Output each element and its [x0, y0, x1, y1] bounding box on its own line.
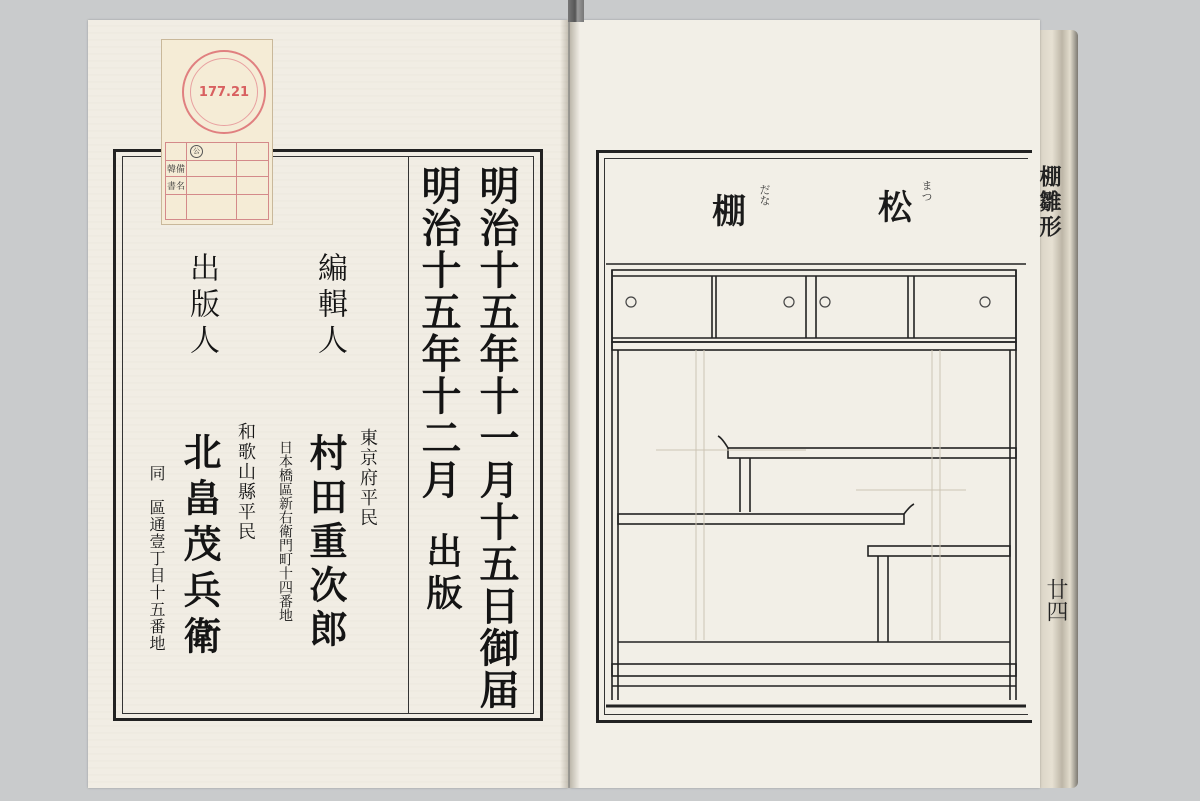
- editor-name: 村田重次郎: [303, 433, 348, 653]
- shelf-lines: [606, 264, 1026, 706]
- book-spine-top: [568, 0, 584, 22]
- drawer-handles: [626, 297, 990, 307]
- editor-role: 編輯人: [312, 252, 347, 360]
- publish-label: 出版: [421, 532, 463, 616]
- colophon-divider: [408, 156, 409, 714]
- book-gutter: [560, 20, 580, 788]
- publisher-role: 出版人: [184, 252, 219, 360]
- title-matsu-ruby: まつ: [920, 180, 933, 202]
- label-grid-line: [165, 176, 269, 177]
- title-tana-ruby: だな: [758, 184, 771, 206]
- stamp-number: 177.21: [198, 84, 250, 100]
- show-through-lines: [656, 350, 966, 640]
- publisher-address: 同 區通壹丁目十五番地: [147, 465, 166, 652]
- editor-address: 日本橋區新右衛門町十四番地: [277, 440, 293, 622]
- label-grid-line: [165, 194, 269, 195]
- label-grid-line: [165, 160, 269, 161]
- shelf-drawing: [606, 240, 1026, 710]
- book-page-edges: [1038, 30, 1078, 788]
- editor-domicile: 東京府平民: [357, 428, 378, 528]
- side-label: 棚雛形: [1036, 165, 1062, 240]
- title-matsu: 松: [878, 188, 912, 228]
- label-grid-line: [186, 142, 187, 220]
- publisher-domicile: 和歌山縣平民: [235, 422, 256, 542]
- label-circle-mark: 公: [190, 145, 203, 158]
- label-grid-line: [236, 142, 237, 220]
- publisher-name: 北畠茂兵衛: [177, 432, 222, 662]
- label-row-1: 韓備: [167, 165, 186, 175]
- label-row-2: 書名: [167, 182, 186, 192]
- library-stamp: [182, 50, 266, 134]
- title-tana: 棚: [712, 192, 746, 232]
- publication-date: 明治十五年十二月: [415, 165, 462, 501]
- notification-date: 明治十五年十一月十五日御届: [473, 165, 520, 711]
- folio-number: 廿四: [1043, 578, 1068, 622]
